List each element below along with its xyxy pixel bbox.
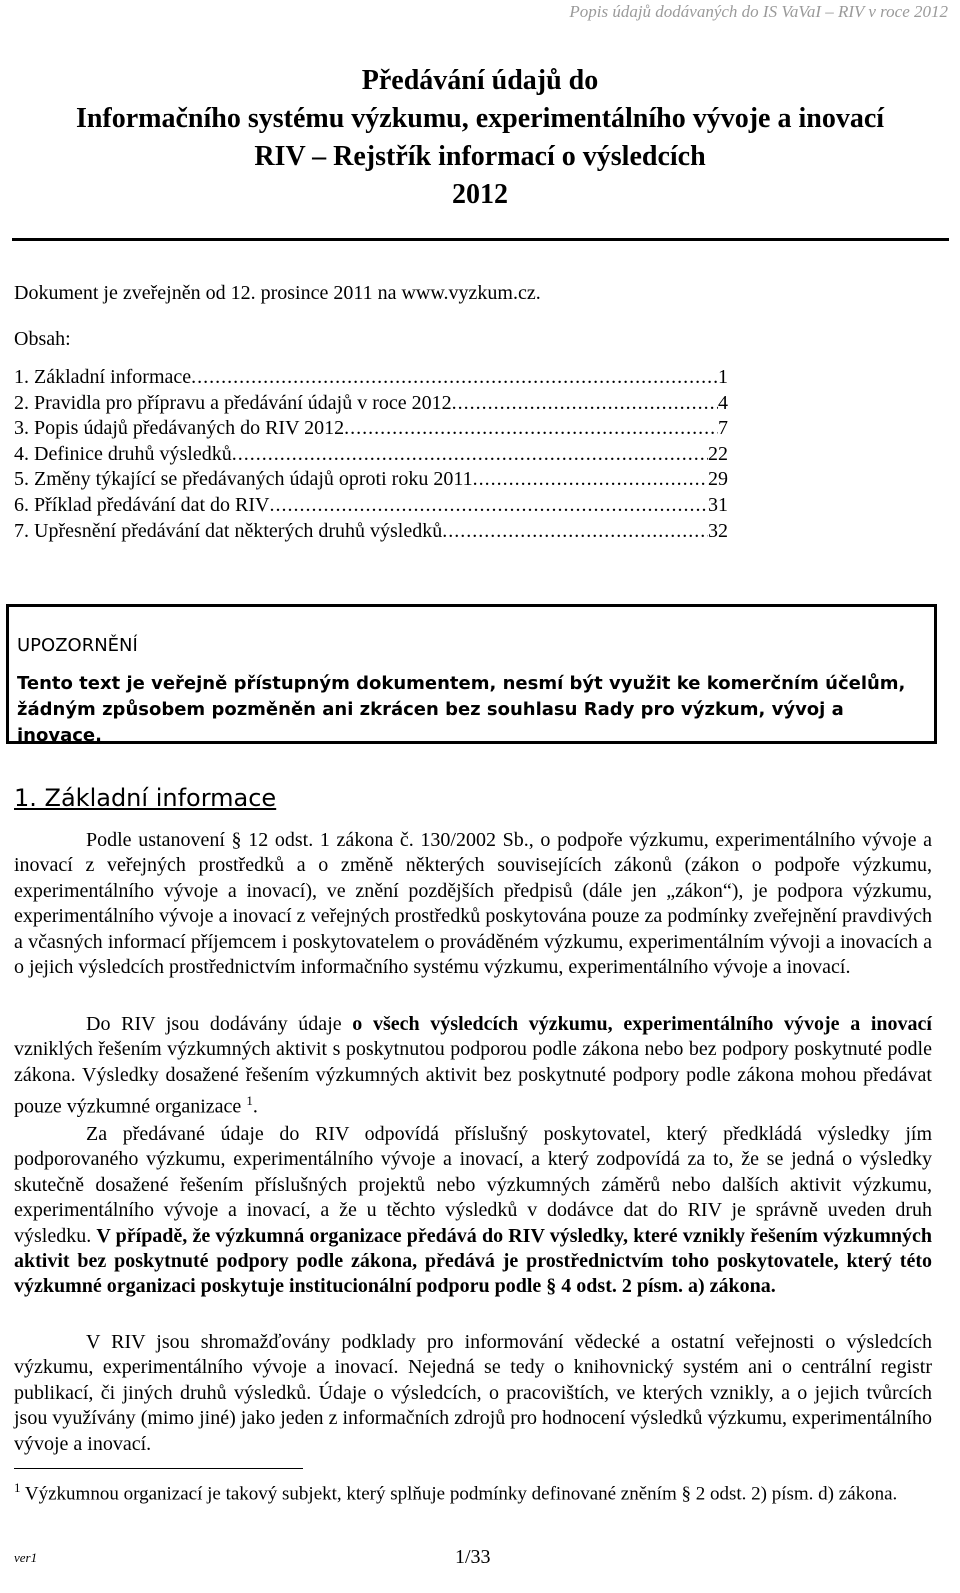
footnote-separator [14,1468,303,1469]
footnote-reference[interactable]: 1 [246,1093,253,1109]
toc-item-page: 7 [718,417,728,440]
toc-item[interactable] [14,520,728,546]
paragraph-1: Podle ustanovení § 12 odst. 1 zákona č. 130/2002 Sb., o podpoře výzkumu, experimentálního vývoje a inovací z veřejných prostředků a o změně některých souvisejících zákonů (zákon o podpoře výzkumu, experimentálního vývoje a inovací), ve znění pozdějších předpisů (dále jen „zákon“), je podpora výzkumu, experimentálního vývoje a inovací z veřejných prostředků poskytována pouze za podmínky zveřejnění pravdivých a včasných informací příjemcem i poskytovatelem o prováděném výzkumu, experimentálním vývoji a inovacích a o jejich výsledcích prostřednictvím informačního systému výzkumu, experimentálního vývoje a inovací. [14,829,932,979]
toc-item-label: 3. Popis údajů předávaných do RIV 2012 [14,417,345,440]
table-of-contents [14,366,728,545]
running-header: Popis údajů dodávaných do IS VaVaI – RIV v roce 2012 [569,2,948,21]
toc-item-page: 1 [718,366,728,388]
toc-item-page: 32 [708,519,728,542]
title-line-2: Informačního systému výzkumu, experimentálního vývoje a inovací [75,103,885,134]
paragraph-3-emphasis: V případě, že výzkumná organizace předává do RIV výsledky, které vznikly řešením výzkumných aktivit bez poskytnuté podpory podle zákona, předává je prostřednictvím toho poskytovatele, který této výzkumné organizaci poskytuje institucionální podporu podle § 4 odst. 2 písm. a) zákona. [14,1224,933,1298]
toc-item-label: 6. Příklad předávání dat do RIV [14,493,270,516]
toc-item[interactable] [14,494,728,520]
toc-item-label: 2. Pravidla pro přípravu a předávání údajů v roce 2012 [14,391,452,414]
toc-heading: Obsah: [14,328,71,350]
page-number: 1/33 [455,1546,491,1568]
toc-item-page: 31 [708,493,728,516]
toc-leader [344,417,718,440]
footnote-text: Výzkumnou organizací je takový subjekt, který splňuje podmínky definované zněním § 2 odst. 2) písm. d) zákona. [20,1483,898,1505]
paragraph-3 [14,1122,932,1300]
toc-item[interactable] [14,468,728,494]
toc-item-label: 5. Změny týkající se předávaných údajů oproti roku 2011 [14,468,473,491]
warning-box [6,604,937,744]
paragraph-2-emphasis: o všech výsledcích výzkumu, experimentálního vývoje a inovací [352,1013,932,1035]
toc-item[interactable] [14,417,728,443]
toc-leader [442,520,708,543]
toc-leader [191,366,718,389]
published-note: Dokument je zveřejněn od 12. prosince 2011 na www.vyzkum.cz. [14,282,541,304]
version-label: ver1 [14,1550,38,1565]
footnote [14,1476,932,1506]
paragraph-2-text: Do RIV jsou dodávány údaje [86,1013,353,1035]
title-line-1: Předávání údajů do [361,65,599,96]
warning-text: Tento text je veřejně přístupným dokumentem, nesmí být využit ke komerčním účelům, žádným způsobem pozměněn ani zkrácen bez souhlasu Rady pro výzkum, vývoj a inovace. [17,673,906,746]
toc-item[interactable] [14,443,728,469]
title-line-3: RIV – Rejstřík informací o výsledcích [254,141,706,172]
toc-leader [270,494,709,517]
warning-title: UPOZORNĚNÍ [17,635,138,656]
toc-item-page: 22 [708,442,728,465]
paragraph-2 [14,1012,932,1120]
toc-item-page: 29 [708,468,728,491]
toc-item[interactable] [14,392,728,418]
paragraph-2-text: vzniklých řešením výzkumných aktivit s poskytnutou podporou podle zákona nebo bez podpory poskytnuté podle zákona. Výsledky dosažené řešením výzkumných aktivit bez poskytnuté podpory podle zákona mohou předávat pouze výzkumné organizace [14,1038,932,1118]
toc-item-label: 4. Definice druhů výsledků [14,442,232,465]
paragraph-3-text: Za předávané údaje do RIV odpovídá příslušný poskytovatel, který předkládá výsledky jím podporovaného výzkumu, experimentálního vývoje a inovací, a který zodpovídá za to, že se jedná o výsledky skutečně dosažené řešením příslušných projektů nebo výzkumných záměrů nebo dalších aktivit výzkumu, experimentálního vývoje a inovací, a že u těchto výsledků v dodávce dat do RIV je správně uveden druh výsledku. [14,1123,932,1247]
toc-leader [473,468,708,491]
toc-leader [452,392,718,415]
section-heading: 1. Základní informace [14,784,277,812]
toc-item-label: 1. Základní informace [14,366,192,388]
toc-leader [232,443,708,466]
paragraph-4: V RIV jsou shromažďovány podklady pro informování vědecké a ostatní veřejnosti o výsledcích výzkumu, experimentálního vývoje a inovací. Nejedná se tedy o knihovnický systém ani o centrální registr publikací, či jiných druhů výsledků. Údaje o výsledcích, o pracovištích, ve kterých vznikly, a o jejich tvůrcích jsou využívány (mimo jiné) jako jeden z informačních zdrojů pro hodnocení výsledků výzkumu, experimentálního vývoje a inovací. [14,1331,932,1455]
toc-item-label: 7. Upřesnění předávání dat některých druhů výsledků [14,519,443,542]
title-divider [12,238,949,241]
footnote-marker: 1 [14,1480,21,1495]
title-line-4: 2012 [452,179,508,210]
document-title [0,62,960,214]
toc-item-page: 4 [718,391,728,414]
paragraph-2-text: . [252,1095,258,1118]
toc-item[interactable] [14,366,728,392]
